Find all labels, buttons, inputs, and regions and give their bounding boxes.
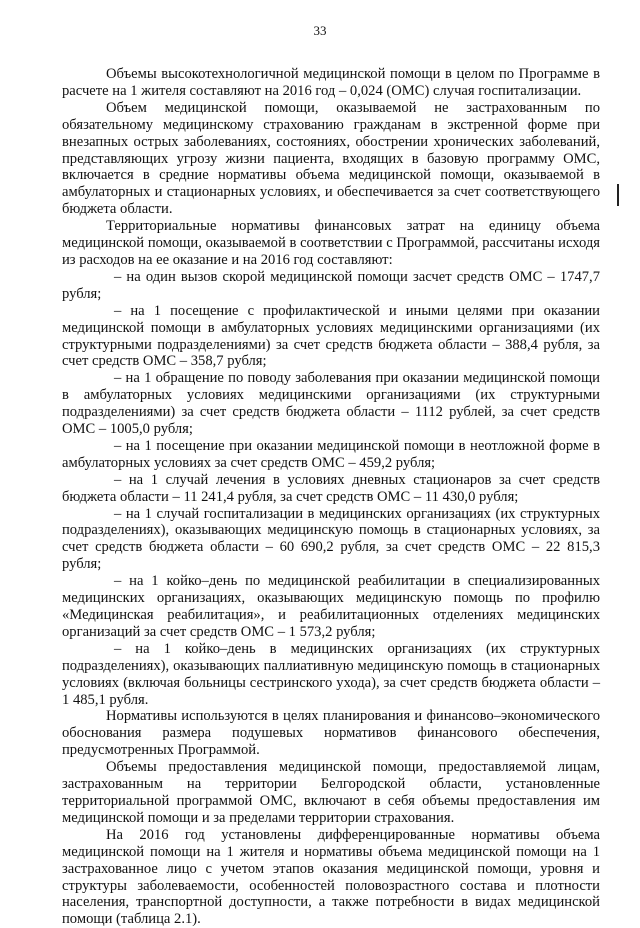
document-body	[62, 66, 600, 928]
paragraph-standards-usage: Нормативы используются в целях планирования и финансово–экономического обоснования размера подушевых нормативов финансового обеспечения, предусмотренных Программой.	[62, 708, 600, 759]
paragraph-high-tech-volumes: Объемы высокотехнологичной медицинской помощи в целом по Программе в расчете на 1 жителя составляют на 2016 год – 0,024 (ОМС) случая госпитализации.	[62, 66, 600, 99]
paragraph-differentiated-standards: На 2016 год установлены дифференцированные нормативы объема медицинской помощи на 1 жителя и нормативы объема медицинской помощи на 1 застрахованное лицо с учетом этапов оказания медицинской помощи, уровня и структуры заболеваемости, особенностей половозрастного состава и плотности населения, транспортной доступности, а также потребности в видах медицинской помощи (таблица 2.1).	[62, 826, 600, 928]
list-item-rehabilitation-bed-day: – на 1 койко–день по медицинской реабилитации в специализированных медицинских организациях, оказывающих медицинскую помощь по профилю «Медицинская реабилитация», и реабилитационных отделениях медицинских организаций за счет средств ОМС – 1 573,2 рубля;	[62, 573, 600, 640]
list-item-ambulance: – на один вызов скорой медицинской помощи засчет средств ОМС – 1747,7 рубля;	[62, 268, 600, 302]
list-item-preventive-visit: – на 1 посещение с профилактической и иными целями при оказании медицинской помощи в амбулаторных условиях медицинскими организациями (их структурными подразделениями) за счет средств бюджета области – 388,4 рубля, за счет средств ОМС – 358,7 рубля;	[62, 302, 600, 370]
list-item-palliative-bed-day: – на 1 койко–день в медицинских организациях (их структурных подразделениях), оказывающих паллиативную медицинскую помощь в стационарных условиях (включая больницы сестринского ухода), за счет средств бюджета области – 1 485,1 рубля.	[62, 640, 600, 708]
page-number: 33	[313, 23, 327, 38]
list-item-day-hospital: – на 1 случай лечения в условиях дневных стационаров за счет средств бюджета области – 11 241,4 рубля, за счет средств ОМС – 11 430,0 рубля;	[62, 471, 600, 505]
paragraph-cost-standards-intro: Территориальные нормативы финансовых затрат на единицу объема медицинской помощи, оказываемой в соответствии с Программой, рассчитаны исходя из расходов на ее оказание и на 2016 год составляют:	[62, 218, 600, 268]
list-item-urgent-visit: – на 1 посещение при оказании медицинской помощи в неотложной форме в амбулаторных условиях за счет средств ОМС – 459,2 рубля;	[62, 437, 600, 471]
list-item-hospitalization: – на 1 случай госпитализации в медицинских организациях (их структурных подразделениях), оказывающих медицинскую помощь в стационарных условиях, за счет средств бюджета области – 60 690,2 рубля, за счет средств ОМС – 22 815,3 рубля;	[62, 505, 600, 573]
paragraph-insured-volumes: Объемы предоставления медицинской помощи, предоставляемой лицам, застрахованным на территории Белгородской области, установленные территориальной программой ОМС, включают в себя объемы предоставления им медицинской помощи и за пределами территории страхования.	[62, 759, 600, 826]
paragraph-uninsured-care: Объем медицинской помощи, оказываемой не застрахованным по обязательному медицинскому страхованию гражданам в экстренной форме при внезапных острых заболеваниях, состояниях, обострении хронических заболеваний, представляющих угрозу жизни пациента, входящих в базовую программу ОМС, включается в средние нормативы объема медицинской помощи, оказываемой в амбулаторных и стационарных условиях, и обеспечивается за счет соответствующего бюджета области.	[62, 99, 600, 218]
list-item-disease-appeal: – на 1 обращение по поводу заболевания при оказании медицинской помощи в амбулаторных условиях медицинскими организациями (их структурными подразделениями) за счет средств бюджета области – 1112 рублей, за счет средств ОМС – 1005,0 рубля;	[62, 370, 600, 438]
margin-mark	[617, 184, 619, 206]
